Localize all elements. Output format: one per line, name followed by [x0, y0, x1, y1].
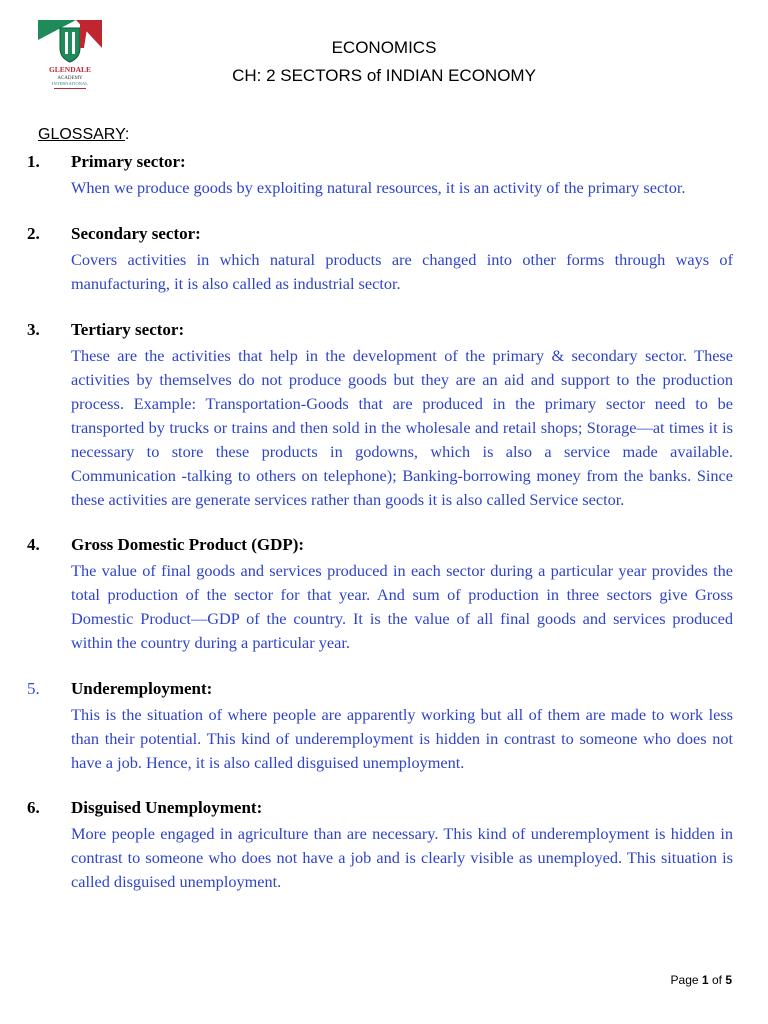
logo-school-sub: ACADEMY [57, 76, 83, 81]
item-number: 6. [27, 798, 40, 817]
item-text: Covers activities in which natural products are changed into other forms through ways of manufacturing, it is also called as industrial sector. [71, 250, 733, 293]
item-title: Primary sector: [71, 152, 186, 171]
item-title: Tertiary sector: [71, 320, 185, 339]
subject-heading: ECONOMICS [331, 38, 437, 57]
of-label: of [711, 973, 722, 987]
item-number: 1. [27, 152, 40, 171]
item-text: These are the activities that help in the development of the primary & secondary sector. These activities by themselves do not produce goods but they are an aid and support to the production process. Example: Transportation-Goods that are produced in the primary sector need to be transported by trucks or trains and then sold in the wholesale and retail shops; Storage—at times it is necessary to store these products in godowns, which is also a service made available. Communication -talking to others on telephone); Banking-borrowing money from the banks. Since these activities are generate services rather than goods it is also called Service sector. [71, 346, 733, 509]
glossary-colon: : [124, 126, 130, 143]
item-title: Secondary sector: [71, 224, 201, 243]
item-number: 3. [27, 320, 40, 339]
logo-school-tag: INTERNATIONAL [52, 81, 88, 86]
glossary-label: GLOSSARY [38, 126, 125, 143]
item-text: The value of final goods and services produced in each sector during a particular year provides the total production of the sector for that year. And sum of production in three sectors give Gross Domestic Product—GDP of the country. It is the value of all final goods and services produced within the country during a particular year. [71, 561, 733, 652]
total-pages: 5 [725, 973, 732, 987]
page-label: Page [670, 973, 699, 987]
glossary-heading [38, 126, 129, 144]
current-page: 1 [701, 973, 709, 987]
item-title: Disguised Unemployment: [71, 798, 263, 817]
logo-school-name: GLENDALE [48, 65, 92, 74]
item-title: Gross Domestic Product (GDP): [71, 535, 305, 554]
item-number: 4. [27, 535, 40, 554]
item-number: 2. [27, 224, 40, 243]
item-number: 5. [27, 679, 40, 698]
chapter-heading: CH: 2 SECTORS of INDIAN ECONOMY [232, 66, 536, 85]
item-text: This is the situation of where people are apparently working but all of them are made to work less than their potential. This kind of underemployment is hidden in contrast to someone who does not have a job. Hence, it is also called disguised unemployment. [71, 705, 733, 772]
item-text: When we produce goods by exploiting natural resources, it is an activity of the primary sector. [71, 178, 686, 197]
item-text: More people engaged in agriculture than are necessary. This kind of underemployment is hidden in contrast to someone who does not have a job and is clearly visible as unemployed. This situation is called disguised unemployment. [71, 824, 733, 891]
page-number [671, 973, 732, 987]
item-title: Underemployment: [71, 679, 213, 698]
